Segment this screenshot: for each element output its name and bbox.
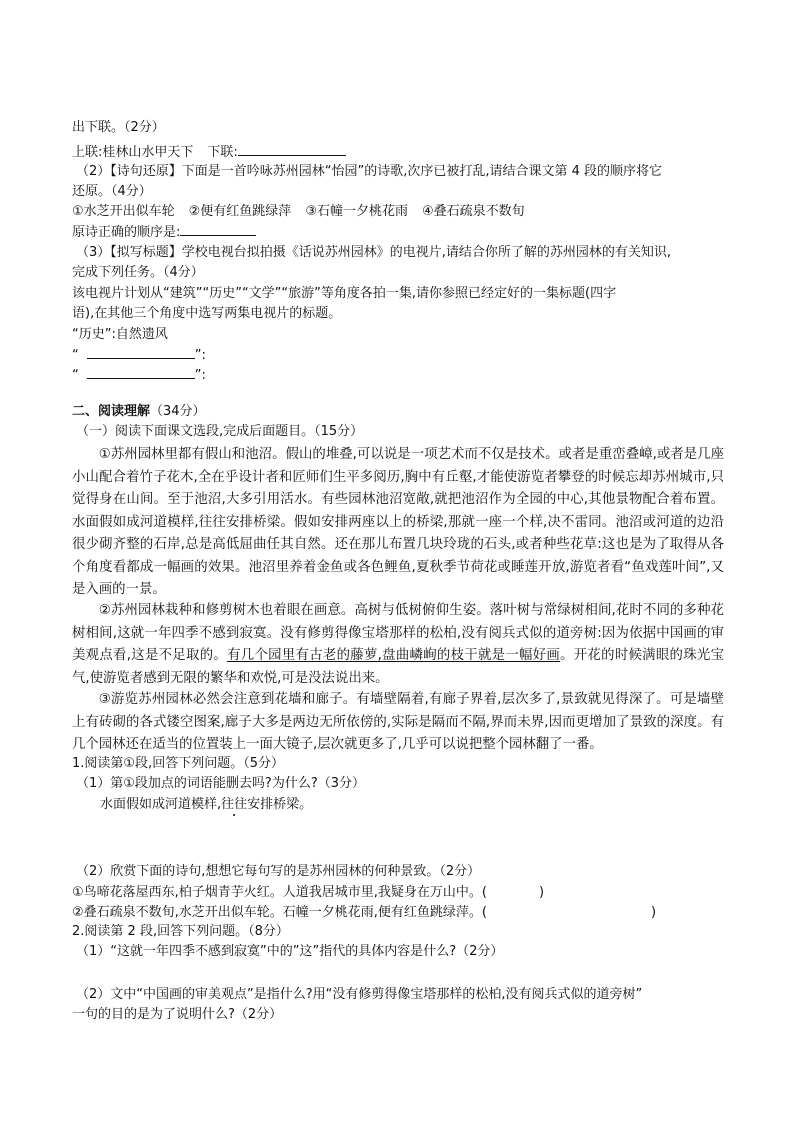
question-2-1: （1）“这就一年四季不感到寂寞”中的”这”指代的具体内容是什么?（2分） [76, 944, 504, 959]
q2-answer-line [72, 224, 732, 241]
question-1-1: （1）第①段加点的词语能删去吗?为什么?（3分） [76, 776, 365, 791]
q3-desc-line2: 语),在其他三个角度中选写两集电视片的标题。 [72, 306, 342, 321]
q2-option-2: ②便有红鱼跳绿萍 [188, 204, 292, 219]
passage-paragraph-2 [72, 600, 724, 690]
poem-2-text: ②叠石疏泉不数旬,水芝开出似车轮。石幢一夕桃花雨,便有红鱼跳绿萍。( [72, 905, 487, 920]
question-1: 1.阅读第①段,回答下列问题。（5分） [72, 756, 284, 771]
paragraph-2-text: ②苏州园林栽种和修剪树木也着眼在画意。高树与低树俯仰生姿。落叶树与常绿树相间,花时不同的多种花树相间,这就一年四季不感到寂寞。没有修剪得像宝塔那样的松柏,没有阅兵式似的道旁树:因为依据中国画的审美观点看,这是不足取的。 [72, 603, 724, 663]
q3-text-line1: （3）【拟写标题】学校电视台拟拍摄《话说苏州园林》的电视片,请结合你所了解的苏州园林的有关知识, [76, 245, 672, 260]
q2-answer-blank[interactable] [180, 224, 256, 236]
q2-option-4: ④叠石疏泉不数旬 [421, 204, 525, 219]
q3-title-blank-2[interactable] [87, 367, 195, 379]
q2-text-line1: （2）【诗句还原】下面是一首吟咏苏州园林“怡园”的诗歌,次序已被打乱,请结合课文第 4 段的顺序将它 [76, 164, 663, 179]
q3-example: “历史”:自然遗风 [72, 327, 168, 342]
couplet-line [72, 144, 732, 161]
passage-paragraph-1: ①苏州园林里都有假山和池沼。假山的堆叠,可以说是一项艺术而不仅是技术。或者是重峦叠嶂,或者是几座小山配合着竹子花木,全在乎设计者和匠师们生平多阅历,胸中有丘壑,才能使游览者攀登的时候忘却苏州城市,只觉得身在山间。至于池沼,大多引用活水。有些园林池沼宽敞,就把池沼作为全园的中心,其他景物配合着布置。水面假如成河道模样,往往安排桥梁。假如安排两座以上的桥梁,那就一座一个样,决不雷同。池沼或河道的边沿很少砌齐整的石岸,总是高低屈曲任其自然。还在那儿布置几块玲珑的石头,或者种些花草:这也是为了取得从各个角度看都成一幅画的效果。池沼里养着金鱼或各色鲤鱼,夏秋季节荷花或睡莲开放,游览者看“鱼戏莲叶间”,又是入画的一景。 [72, 447, 724, 597]
couplet-upper: 上联:桂林山水甲天下 [72, 145, 194, 160]
poem-1-text: ①鸟啼花落屋西东,柏子烟青芋火红。人道我居城市里,我疑身在万山中。( [72, 885, 487, 900]
q2-option-3: ③石幢一夕桃花雨 [305, 204, 408, 219]
question-2-2-line1: （2）文中“中国画的审美观点”是指什么?用“没有修剪得像宝塔那样的松柏,没有阅兵式似的道旁树” [76, 987, 643, 1002]
section-title: 二、阅读理解 [72, 404, 151, 419]
couplet-lower-label: 下联: [207, 145, 238, 160]
close-quote: ”: [194, 368, 206, 383]
q3-text-line2: 完成下列任务。（4分） [72, 265, 204, 280]
question-1-2-poem-1 [72, 885, 732, 901]
paragraph-2-text-end: 。开花的时候满眼的珠光宝气,使游览者感到无限的繁华和欢悦,可是没法说出来。 [72, 648, 724, 686]
q3-title-blank-row-2 [72, 367, 732, 384]
question-2-2-line2: 一句的目的是为了说明什么?（2分） [72, 1007, 283, 1022]
q2-text-line2: 还原。（4分） [72, 184, 152, 199]
part1-instruction: （一）阅读下面课文选段,完成后面题目。（15分） [76, 424, 364, 439]
q3-desc-line1: 该电视片计划从“建筑”“历史”“文学”“旅游”等角度各拍一集,请你参照已经定好的一集标题(四字 [72, 286, 617, 301]
quote-text: 水面假如成河道模样, [100, 797, 222, 812]
q2-options [72, 204, 732, 220]
question-1-2: （2）欣赏下面的诗句,想想它每句写的是苏州园林的何种景致。（2分） [76, 864, 481, 879]
section-score: （34分） [150, 404, 206, 419]
quote-text-end: 安排桥梁。 [247, 797, 313, 812]
section-heading [72, 404, 732, 420]
close-quote: ”: [194, 348, 206, 363]
question-1-1-quote [100, 797, 760, 813]
question-1-2-poem-2 [72, 905, 732, 921]
question-intro: 出下联。（2分） [72, 120, 165, 135]
q2-option-1: ①水芝开出似车轮 [72, 204, 175, 219]
question-2: 2.阅读第 2 段,回答下列问题。（8分） [72, 924, 289, 939]
q3-title-blank-row-1 [72, 347, 732, 364]
open-quote: “ [72, 348, 79, 363]
q3-title-blank-1[interactable] [87, 347, 195, 359]
couplet-answer-blank[interactable] [238, 144, 346, 156]
dotted-word: 往往 [221, 797, 248, 812]
passage-paragraph-3: ③游览苏州园林必然会注意到花墙和廊子。有墙壁隔着,有廊子界着,层次多了,景致就见得深了。可是墙壁上有砖砌的各式镂空图案,廊子大多是两边无所依傍的,实际是隔而不隔,界而未界,因而更增加了景致的深度。有几个园林还在适当的位置装上一面大镜子,层次就更多了,几乎可以说把整个园林翻了一番。 [72, 692, 724, 752]
poem-2-close-paren: ) [651, 905, 657, 920]
poem-1-close-paren: ) [539, 885, 545, 900]
q2-answer-label: 原诗正确的顺序是: [72, 225, 181, 240]
paragraph-2-underlined: 有几个园里有古老的藤萝,盘曲嶙峋的枝干就是一幅好画 [227, 648, 561, 663]
open-quote: “ [72, 368, 79, 383]
